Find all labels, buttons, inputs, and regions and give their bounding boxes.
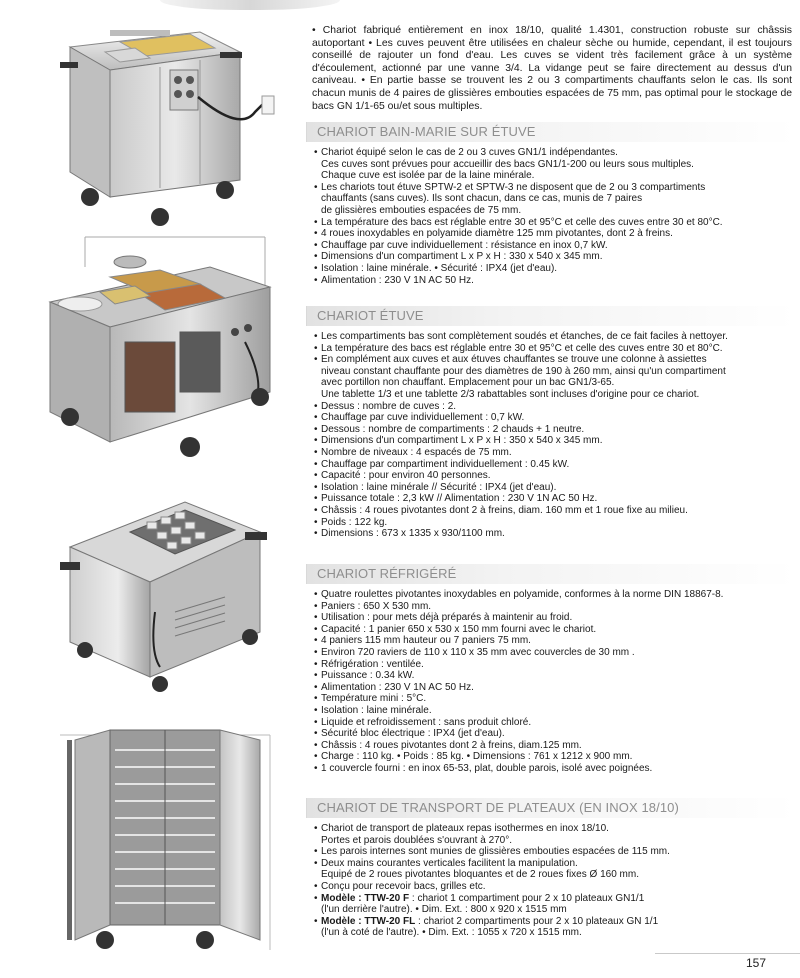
list-item: • Chariot équipé selon le cas de 2 ou 3 cuves GN1/1 indépendantes. Ces cuves sont prévues pour accueillir des bacs GN1/1-200 ou leurs sous multiples. Chaque cuve est isolée par de la laine minérale. (314, 147, 796, 182)
list-item: • Dimensions d'un compartiment L x P x H : 330 x 540 x 345 mm. (314, 251, 796, 263)
list-item: • Utilisation : pour mets déjà préparés à maintenir au froid. (314, 612, 796, 624)
section-etuve (306, 306, 796, 540)
spec-list (306, 147, 796, 286)
list-item: • 4 roues inoxydables en polyamide diamètre 125 mm pivotantes, dont 2 à freins. (314, 228, 796, 240)
list-item: • Deux mains courantes verticales facilitent la manipulation. Equipé de 2 roues pivotantes bloquantes et de 2 roues fixes Ø 160 mm. (314, 858, 796, 881)
list-item: • Les compartiments bas sont complètement soudés et étanches, de ce fait faciles à nettoyer. (314, 331, 796, 343)
list-item: • Chauffage par cuve individuellement : 0,7 kW. (314, 412, 796, 424)
model-item (314, 893, 796, 916)
bain-marie-cart-photo (50, 22, 285, 227)
list-item: • Isolation : laine minérale. • Sécurité : IPX4 (jet d'eau). (314, 263, 796, 275)
list-item: • Châssis : 4 roues pivotantes dont 2 à freins, diam.125 mm. (314, 740, 796, 752)
model-name: Modèle : TTW-20 FL (321, 915, 416, 927)
list-item: • Sécurité bloc électrique : IPX4 (jet d'eau). (314, 728, 796, 740)
top-decoration (160, 0, 340, 10)
list-item: • Isolation : laine minérale // Sécurité : IPX4 (jet d'eau). (314, 482, 796, 494)
list-item: • Charge : 110 kg. • Poids : 85 kg. • Dimensions : 761 x 1212 x 900 mm. (314, 751, 796, 763)
section-bain-marie (306, 122, 796, 286)
list-item: • Puissance : 0.34 kW. (314, 670, 796, 682)
list-item: • Alimentation : 230 V 1N AC 50 Hz. (314, 682, 796, 694)
page-number: 157 (745, 956, 766, 970)
list-item: • Environ 720 raviers de 110 x 110 x 35 mm avec couvercles de 30 mm . (314, 647, 796, 659)
spec-list (306, 589, 796, 775)
refrigerated-cart-photo (55, 492, 285, 692)
section-refrigere (306, 564, 796, 775)
list-item: • Température mini : 5°C. (314, 693, 796, 705)
footer-rule (655, 953, 800, 954)
list-item: • Chauffage par cuve individuellement : résistance en inox 0,7 kW. (314, 240, 796, 252)
list-item: • Capacité : pour environ 40 personnes. (314, 470, 796, 482)
etuve-cart-photo (40, 232, 280, 467)
section-heading: CHARIOT BAIN-MARIE SUR ÉTUVE (306, 122, 796, 142)
spec-list (306, 331, 796, 540)
list-item: • 4 paniers 115 mm hauteur ou 7 paniers 75 mm. (314, 635, 796, 647)
list-item: • Nombre de niveaux : 4 espacés de 75 mm. (314, 447, 796, 459)
model-description: : chariot 1 compartiment pour 2 x 10 plateaux GN1/1 (l'un derrière l'autre). • Dim. Ext. : 800 x 920 x 1515 mm (321, 892, 645, 916)
list-item: • Capacité : 1 panier 650 x 530 x 150 mm fourni avec le chariot. (314, 624, 796, 636)
list-item: • La température des bacs est réglable entre 30 et 95°C et celle des cuves entre 30 et 80°C. (314, 343, 796, 355)
list-item: • Alimentation : 230 V 1N AC 50 Hz. (314, 275, 796, 287)
list-item: • Poids : 122 kg. (314, 517, 796, 529)
list-item: • La température des bacs est réglable entre 30 et 95°C et celle des cuves entre 30 et 80°C. (314, 217, 796, 229)
list-item: • Chariot de transport de plateaux repas isothermes en inox 18/10. Portes et parois doublées s'ouvrant à 270°. (314, 823, 796, 846)
list-item: • Les chariots tout étuve SPTW-2 et SPTW-3 ne disposent que de 2 ou 3 compartiments chauffants (sans cuves). Ils sont chacun, dans ce cas, munis de 7 paires de glissières embouties espacées de 75 mm. (314, 182, 796, 217)
list-item: • Chauffage par compartiment individuellement : 0.45 kW. (314, 459, 796, 471)
list-item: • Quatre roulettes pivotantes inoxydables en polyamide, conformes à la norme DIN 18867-8. (314, 589, 796, 601)
list-item: • Dimensions : 673 x 1335 x 930/1100 mm. (314, 528, 796, 540)
list-item: • 1 couvercle fourni : en inox 65-53, plat, double parois, isolé avec poignées. (314, 763, 796, 775)
section-heading: CHARIOT DE TRANSPORT DE PLATEAUX (EN INOX 18/10) (306, 798, 796, 818)
model-description: : chariot 2 compartiments pour 2 x 10 plateaux GN 1/1 (l'un à coté de l'autre). • Dim. Ext. : 1055 x 720 x 1515 mm. (321, 915, 659, 939)
list-item: • Paniers : 650 X 530 mm. (314, 601, 796, 613)
list-item: • Réfrigération : ventilée. (314, 659, 796, 671)
list-item: • Dimensions d'un compartiment L x P x H : 350 x 540 x 345 mm. (314, 435, 796, 447)
model-name: Modèle : TTW-20 F (321, 892, 410, 904)
intro-paragraph: • Chariot fabriqué entièrement en inox 18/10, qualité 1.4301, construction robuste sur châssis autoportant • Les cuves peuvent être utilisées en chaleur sèche ou humide, cependant, il est toujours conseillé de rajouter un fond d'eau. Les cuves se vident très facilement grâce à un système d'écoulement, actionné par une vanne 3/4. La vidange peut se faire directement au dessus d'un caniveau. • En partie basse se trouvent les 2 ou 3 compartiments chauffants selon le cas. Ils sont chacun munis de 4 paires de glissières embouties espacées de 75 mm, pas optimal pour le stockage de bacs GN 1/1-65 ou/et sous multiples. (312, 25, 792, 112)
section-transport-plateaux (306, 798, 796, 939)
model-item (314, 916, 796, 939)
spec-list (306, 823, 796, 939)
list-item: • Puissance totale : 2,3 kW // Alimentation : 230 V 1N AC 50 Hz. (314, 493, 796, 505)
list-item: • Dessous : nombre de compartiments : 2 chauds + 1 neutre. (314, 424, 796, 436)
list-item: • Châssis : 4 roues pivotantes dont 2 à freins, diam. 160 mm et 1 roue fixe au milieu. (314, 505, 796, 517)
list-item: • Isolation : laine minérale. (314, 705, 796, 717)
list-item: • En complément aux cuves et aux étuves chauffantes se trouve une colonne à assiettes niveau constant chauffante pour des diamètres de 190 à 260 mm, ainsi qu'un compartiment avec portillon non chauffant. Emplacement pour un bac GN1/3-65. Une tablette 1/3 et une tablette 2/3 rabattables sont incluses d'origine pour ce chariot. (314, 354, 796, 400)
list-item: • Conçu pour recevoir bacs, grilles etc. (314, 881, 796, 893)
list-item: • Dessus : nombre de cuves : 2. (314, 401, 796, 413)
section-heading: CHARIOT RÉFRIGÉRÉ (306, 564, 796, 584)
list-item: • Les parois internes sont munies de glissières embouties espacées de 115 mm. (314, 846, 796, 858)
tray-transport-cart-photo (55, 725, 275, 955)
list-item: • Liquide et refroidissement : sans produit chloré. (314, 717, 796, 729)
section-heading: CHARIOT ÉTUVE (306, 306, 796, 326)
